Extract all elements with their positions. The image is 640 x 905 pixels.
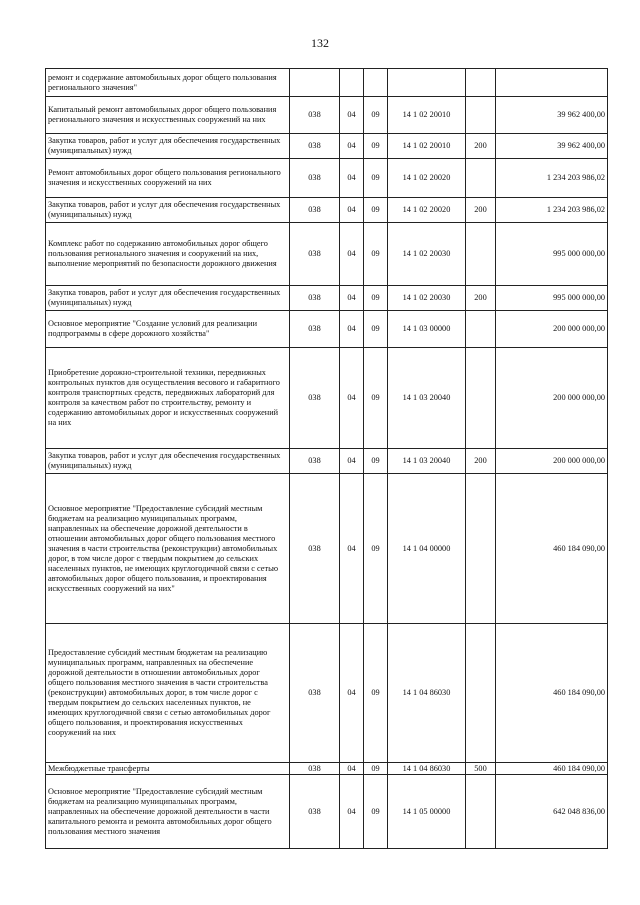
row-amount: 200 000 000,00 (496, 311, 608, 348)
table-row (46, 763, 608, 775)
row-section-code: 04 (340, 624, 364, 763)
row-target-article: 14 1 03 00000 (388, 311, 466, 348)
row-amount: 460 184 090,00 (496, 763, 608, 775)
row-expense-type (466, 311, 496, 348)
row-name: Комплекс работ по содержанию автомобильных дорог общего пользования регионального значения и сооружений на них, выполнение мероприятий по безопасности дорожного движения (46, 223, 290, 286)
row-name: Приобретение дорожно-строительной техники, передвижных контрольных пунктов для осуществления весового и габаритного контроля транспортных средств, передвижных лабораторий для контроля за качеством работ по строительству, ремонту и содержанию автомобильных дорог и искусственных сооружений на них (46, 348, 290, 449)
row-expense-type: 200 (466, 198, 496, 223)
row-subsection-code: 09 (364, 775, 388, 849)
row-section-code: 04 (340, 763, 364, 775)
row-target-article (388, 69, 466, 97)
row-target-article: 14 1 04 86030 (388, 763, 466, 775)
row-expense-type (466, 223, 496, 286)
table-row (46, 69, 608, 97)
row-section-code (340, 69, 364, 97)
row-ministry-code: 038 (290, 223, 340, 286)
row-amount: 995 000 000,00 (496, 223, 608, 286)
row-amount: 642 048 836,00 (496, 775, 608, 849)
row-name: Закупка товаров, работ и услуг для обеспечения государственных (муниципальных) нужд (46, 286, 290, 311)
row-ministry-code: 038 (290, 97, 340, 134)
table-row (46, 311, 608, 348)
row-amount: 460 184 090,00 (496, 624, 608, 763)
row-section-code: 04 (340, 775, 364, 849)
row-subsection-code: 09 (364, 348, 388, 449)
table-row (46, 449, 608, 474)
row-ministry-code: 038 (290, 134, 340, 159)
row-name: Основное мероприятие "Предоставление субсидий местным бюджетам на реализацию муниципальных программ, направленных на обеспечение дорожной деятельности в части капитального ремонта и ремонта автомобильных дорог общего пользования местного значения (46, 775, 290, 849)
row-section-code: 04 (340, 474, 364, 624)
row-section-code: 04 (340, 311, 364, 348)
row-ministry-code: 038 (290, 198, 340, 223)
row-section-code: 04 (340, 134, 364, 159)
row-section-code: 04 (340, 97, 364, 134)
row-expense-type (466, 348, 496, 449)
row-expense-type (466, 159, 496, 198)
row-target-article: 14 1 02 20020 (388, 198, 466, 223)
row-ministry-code: 038 (290, 775, 340, 849)
row-ministry-code: 038 (290, 348, 340, 449)
row-expense-type (466, 69, 496, 97)
row-target-article: 14 1 02 20030 (388, 223, 466, 286)
row-amount: 1 234 203 986,02 (496, 198, 608, 223)
row-expense-type (466, 97, 496, 134)
row-expense-type: 200 (466, 449, 496, 474)
row-amount (496, 69, 608, 97)
row-target-article: 14 1 02 20010 (388, 97, 466, 134)
row-subsection-code: 09 (364, 286, 388, 311)
row-name: Основное мероприятие "Создание условий для реализации подпрограммы в сфере дорожного хозяйства" (46, 311, 290, 348)
table-row (46, 348, 608, 449)
row-subsection-code: 09 (364, 223, 388, 286)
table-row (46, 624, 608, 763)
row-section-code: 04 (340, 223, 364, 286)
table-row (46, 134, 608, 159)
row-ministry-code: 038 (290, 449, 340, 474)
row-name: ремонт и содержание автомобильных дорог общего пользования регионального значения" (46, 69, 290, 97)
row-section-code: 04 (340, 449, 364, 474)
row-expense-type (466, 474, 496, 624)
row-subsection-code: 09 (364, 449, 388, 474)
row-ministry-code (290, 69, 340, 97)
row-expense-type: 200 (466, 134, 496, 159)
row-subsection-code: 09 (364, 97, 388, 134)
row-section-code: 04 (340, 159, 364, 198)
row-section-code: 04 (340, 286, 364, 311)
row-amount: 39 962 400,00 (496, 134, 608, 159)
row-ministry-code: 038 (290, 159, 340, 198)
row-target-article: 14 1 05 00000 (388, 775, 466, 849)
row-ministry-code: 038 (290, 474, 340, 624)
row-expense-type: 200 (466, 286, 496, 311)
row-amount: 39 962 400,00 (496, 97, 608, 134)
row-name: Капитальный ремонт автомобильных дорог общего пользования регионального значения и искусственных сооружений на них (46, 97, 290, 134)
row-expense-type (466, 775, 496, 849)
row-target-article: 14 1 03 20040 (388, 449, 466, 474)
row-ministry-code: 038 (290, 763, 340, 775)
row-subsection-code: 09 (364, 311, 388, 348)
row-subsection-code: 09 (364, 474, 388, 624)
row-subsection-code: 09 (364, 159, 388, 198)
table-row (46, 474, 608, 624)
table-row (46, 198, 608, 223)
page-number: 132 (311, 36, 329, 50)
row-amount: 200 000 000,00 (496, 449, 608, 474)
row-name: Предоставление субсидий местным бюджетам на реализацию муниципальных программ, направленных на обеспечение дорожной деятельности в отношении автомобильных дорог общего пользования местного значения в части строительства (реконструкции) автомобильных дорог, в том числе дорог с твердым покрытием до сельских населенных пунктов, не имеющих круглогодичной связи с сетью автомобильных дорог общего пользования, и проектирования искусственных сооружений на них (46, 624, 290, 763)
row-name: Закупка товаров, работ и услуг для обеспечения государственных (муниципальных) нужд (46, 198, 290, 223)
budget-table (45, 68, 608, 849)
row-target-article: 14 1 02 20010 (388, 134, 466, 159)
row-expense-type (466, 624, 496, 763)
row-subsection-code: 09 (364, 134, 388, 159)
row-ministry-code: 038 (290, 311, 340, 348)
row-amount: 995 000 000,00 (496, 286, 608, 311)
row-target-article: 14 1 02 20030 (388, 286, 466, 311)
row-name: Ремонт автомобильных дорог общего пользования регионального значения и искусственных сооружений на них (46, 159, 290, 198)
table-row (46, 286, 608, 311)
row-amount: 460 184 090,00 (496, 474, 608, 624)
table-row (46, 159, 608, 198)
row-subsection-code (364, 69, 388, 97)
row-subsection-code: 09 (364, 198, 388, 223)
table-row (46, 223, 608, 286)
row-section-code: 04 (340, 348, 364, 449)
row-expense-type: 500 (466, 763, 496, 775)
row-ministry-code: 038 (290, 624, 340, 763)
row-target-article: 14 1 04 86030 (388, 624, 466, 763)
row-subsection-code: 09 (364, 763, 388, 775)
row-amount: 1 234 203 986,02 (496, 159, 608, 198)
row-subsection-code: 09 (364, 624, 388, 763)
row-name: Закупка товаров, работ и услуг для обеспечения государственных (муниципальных) нужд (46, 134, 290, 159)
table-row (46, 775, 608, 849)
row-ministry-code: 038 (290, 286, 340, 311)
row-name: Основное мероприятие "Предоставление субсидий местным бюджетам на реализацию муниципальных программ, направленных на обеспечение дорожной деятельности в отношении автомобильных дорог общего пользования местного значения в части строительства (реконструкции) автомобильных дорог, в том числе дорог с твердым покрытием до сельских населенных пунктов, не имеющих круглогодичной связи с сетью автомобильных дорог общего пользования, и проектирования искусственных сооружений на них" (46, 474, 290, 624)
row-name: Межбюджетные трансферты (46, 763, 290, 775)
row-target-article: 14 1 02 20020 (388, 159, 466, 198)
table-row (46, 97, 608, 134)
row-target-article: 14 1 03 20040 (388, 348, 466, 449)
row-amount: 200 000 000,00 (496, 348, 608, 449)
row-section-code: 04 (340, 198, 364, 223)
row-name: Закупка товаров, работ и услуг для обеспечения государственных (муниципальных) нужд (46, 449, 290, 474)
row-target-article: 14 1 04 00000 (388, 474, 466, 624)
